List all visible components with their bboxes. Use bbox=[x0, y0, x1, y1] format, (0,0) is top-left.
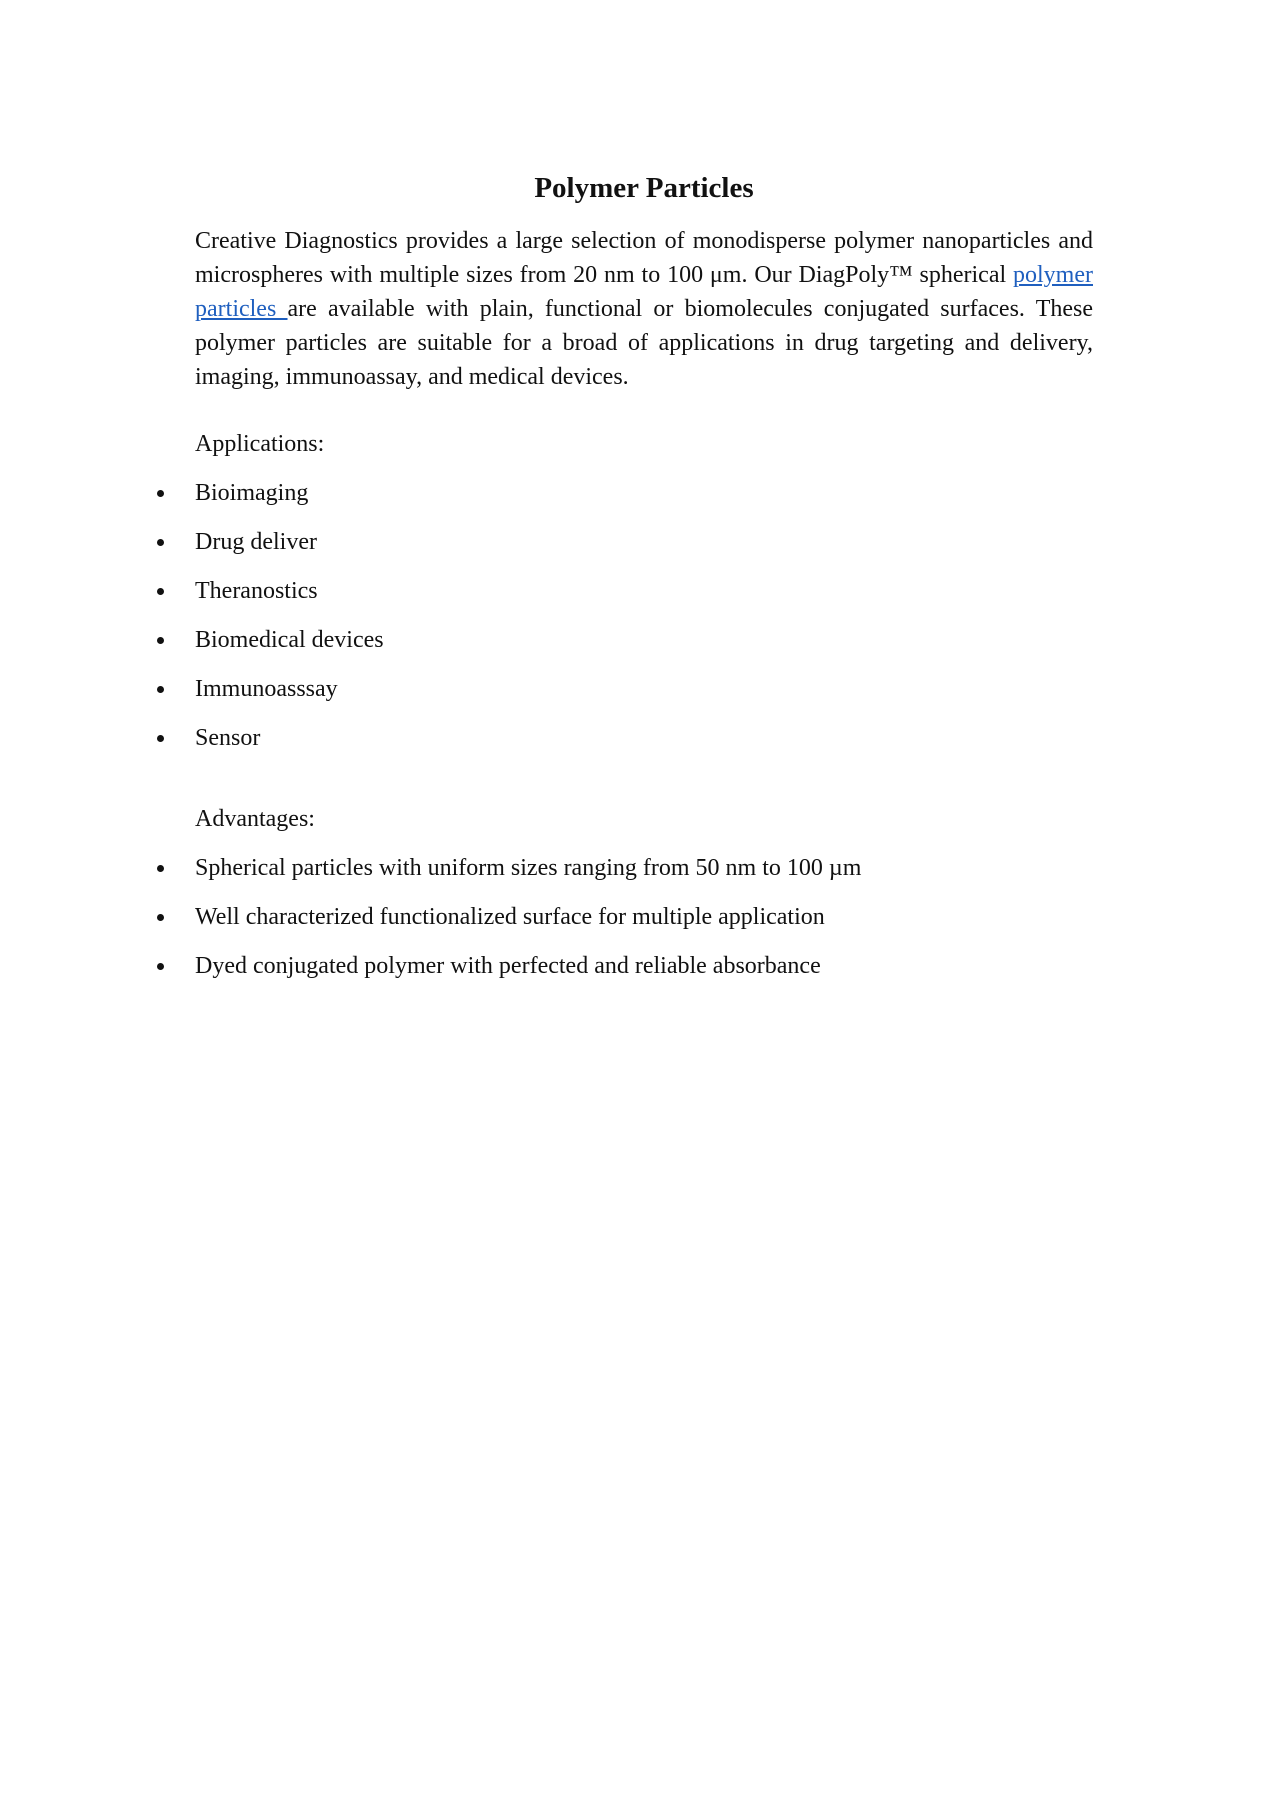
list-item-text: Spherical particles with uniform sizes ranging from 50 nm to 100 µm bbox=[195, 855, 862, 881]
list-item-text: Immunoasssay bbox=[195, 676, 338, 702]
list-item-text: Biomedical devices bbox=[195, 627, 384, 653]
page-title: Polymer Particles bbox=[534, 172, 754, 204]
bullet-icon bbox=[157, 686, 164, 693]
list-item bbox=[0, 901, 1280, 950]
advantages-list bbox=[0, 852, 1280, 999]
list-item-text: Bioimaging bbox=[195, 480, 309, 506]
list-item bbox=[0, 852, 1280, 901]
list-item bbox=[0, 950, 1280, 999]
list-item-text: Dyed conjugated polymer with perfected and reliable absorbance bbox=[195, 953, 821, 979]
list-item-text: Drug deliver bbox=[195, 529, 317, 555]
list-item bbox=[0, 722, 1280, 771]
intro-text-after-link: are available with plain, functional or biomolecules conjugated surfaces. These polymer particles are suitable for a broad of applications in drug targeting and delivery, imaging, immunoassay, and medical devices. bbox=[195, 296, 1093, 390]
list-item bbox=[0, 477, 1280, 526]
list-item bbox=[0, 575, 1280, 624]
polymer-particles-link[interactable]: polymer particles bbox=[195, 262, 1093, 322]
bullet-icon bbox=[157, 735, 164, 742]
list-item-text: Well characterized functionalized surface for multiple application bbox=[195, 904, 825, 930]
intro-paragraph bbox=[195, 224, 1093, 394]
applications-list bbox=[0, 477, 1280, 771]
list-item-text: Theranostics bbox=[195, 578, 318, 604]
list-item bbox=[0, 624, 1280, 673]
bullet-icon bbox=[157, 963, 164, 970]
bullet-icon bbox=[157, 637, 164, 644]
bullet-icon bbox=[157, 914, 164, 921]
list-item bbox=[0, 673, 1280, 722]
list-item-text: Sensor bbox=[195, 725, 261, 751]
advantages-label: Advantages: bbox=[195, 806, 315, 832]
list-item bbox=[0, 526, 1280, 575]
bullet-icon bbox=[157, 490, 164, 497]
intro-text-before-link: Creative Diagnostics provides a large selection of monodisperse polymer nanoparticles and microspheres with multiple sizes from 20 nm to 100 μm. Our DiagPoly™ spherical bbox=[195, 228, 1093, 288]
bullet-icon bbox=[157, 865, 164, 872]
applications-label: Applications: bbox=[195, 431, 325, 457]
bullet-icon bbox=[157, 588, 164, 595]
bullet-icon bbox=[157, 539, 164, 546]
